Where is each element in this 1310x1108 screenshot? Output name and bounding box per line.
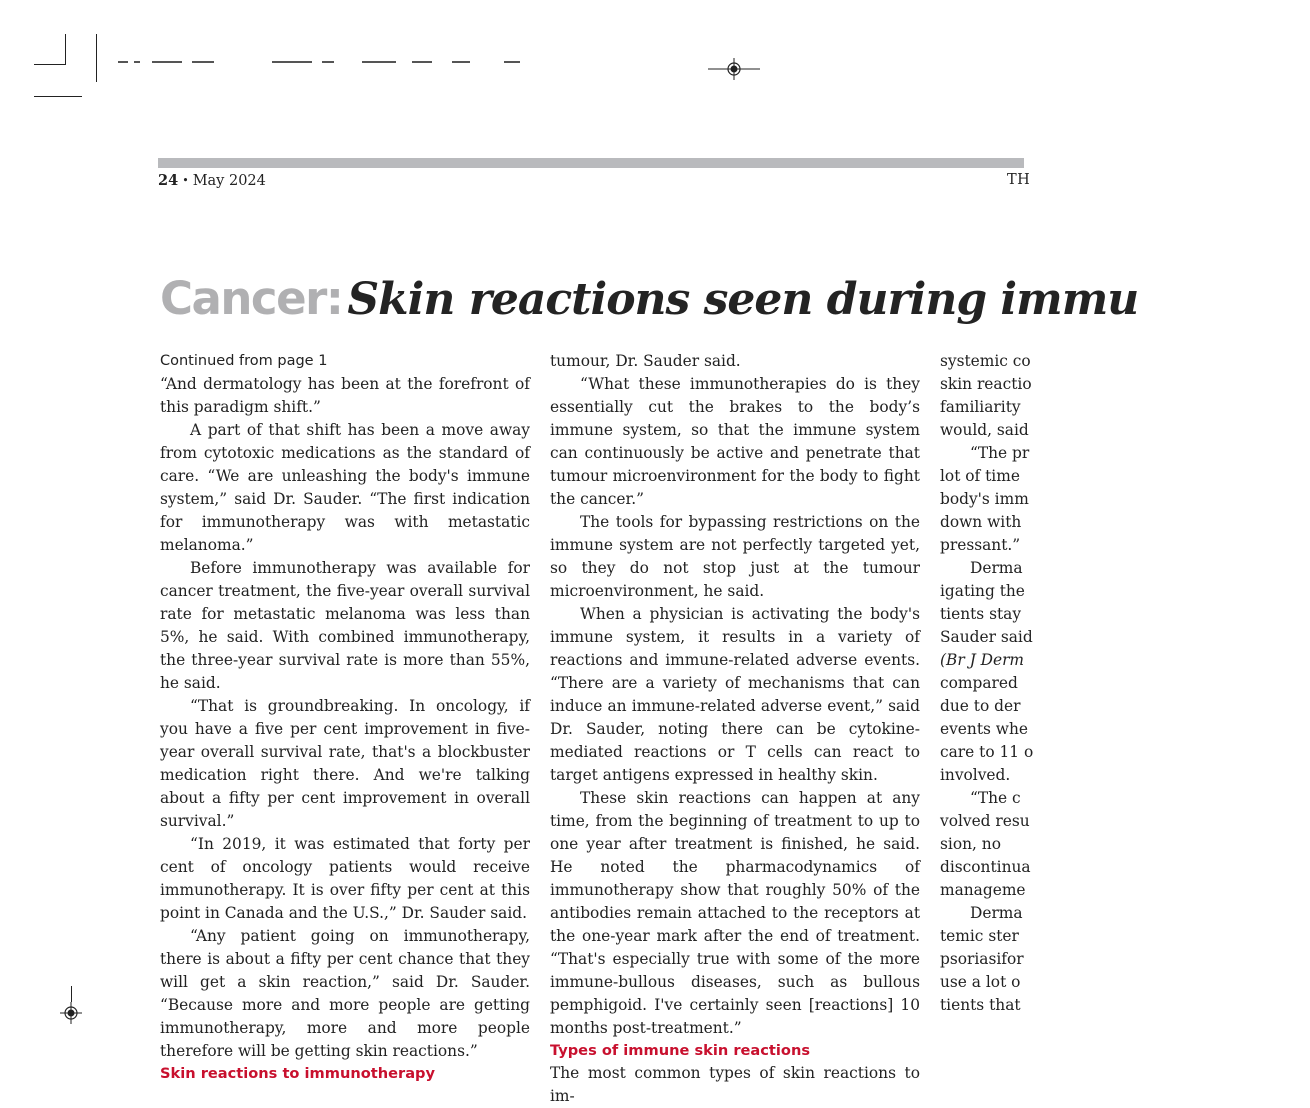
paragraph: “Any patient going on immunotherapy, there is about a fifty per cent chance that they will get a skin reaction,” said Dr. Sauder. “Because more and more people are getting immunotherapy, more and more people therefore will be getting skin reactions.”: [160, 927, 530, 1060]
text-line: discontinua: [940, 858, 1031, 876]
paragraph: Before immunotherapy was available for cancer treatment, the five-year overall survival rate for metastatic melanoma was less than 5%, he said. With combined immunotherapy, the three-year survival rate is more than 55%, he said.: [160, 559, 530, 692]
crop-mark-vertical: [96, 34, 97, 82]
text-line: events whe: [940, 720, 1028, 738]
text-line: involved.: [940, 766, 1011, 784]
text-line: down with: [940, 513, 1022, 531]
paragraph: These skin reactions can happen at any time, from the beginning of treatment to up to one year after treatment is finished, he said. He noted the pharmacodynamics of immunotherapy show that roughly 50% of the antibodies remain attached to the receptors at the one-year mark after the end of treatment. “That's especially true with some of the more immune-bullous diseases, such as bullous pemphigoid. I've certainly seen [reactions] 10 months post-treatment.”: [550, 789, 920, 1037]
paragraph: “What these immunotherapies do is they essentially cut the brakes to the body’s immune system, so that the immune system can continuously be active and penetrate that tumour microenvironment for the body to fight the cancer.”: [550, 375, 920, 508]
continued-line: Continued from page 1: [160, 353, 328, 369]
headline-title: Skin reactions seen during immu: [347, 274, 1139, 325]
text-line: pressant.”: [940, 536, 1021, 554]
text-line: psoriasifor: [940, 950, 1024, 968]
paragraph: “And dermatology has been at the forefront of this paradigm shift.”: [160, 375, 530, 416]
article-column-2: [550, 350, 920, 1108]
text-line: manageme: [940, 881, 1026, 899]
text-line: would, said: [940, 421, 1029, 439]
text-line: tients that: [940, 996, 1021, 1014]
paragraph: tumour, Dr. Sauder said.: [550, 352, 741, 370]
text-line: volved resu: [940, 812, 1030, 830]
crop-mark-vertical: [65, 34, 66, 65]
text-line: systemic co: [940, 352, 1031, 370]
registration-line-icon: [708, 68, 760, 70]
crop-mark-horizontal: [34, 64, 66, 65]
text-line: Sauder said: [940, 628, 1033, 646]
paragraph: “That is groundbreaking. In oncology, if you have a five per cent improvement in five-year overall survival rate, that's a blockbuster medication right there. And we're talking about a fifty per cent improvement in overall survival.”: [160, 697, 530, 830]
text-line: care to 11 o: [940, 743, 1034, 761]
crop-mark-horizontal: [34, 96, 82, 97]
headline: [160, 272, 1138, 325]
article-column-1: [160, 350, 530, 1085]
paragraph: When a physician is activating the body's immune system, it results in a variety of reactions and immune-related adverse events. “There are a variety of mechanisms that can induce an immune-related adverse event,” said Dr. Sauder, noting there can be cytokine-mediated reactions or T cells can react to target antigens expressed in healthy skin.: [550, 605, 920, 784]
text-line: skin reactio: [940, 375, 1032, 393]
text-line: sion, no: [940, 835, 1001, 853]
paragraph: The most common types of skin reactions to im-: [550, 1064, 920, 1105]
text-line: Derma: [970, 904, 1023, 922]
folio-separator: •: [182, 174, 189, 187]
registration-mark-icon: [60, 1002, 82, 1024]
text-line: igating the: [940, 582, 1025, 600]
text-line: (Br J Derm: [940, 651, 1025, 669]
text-line: temic ster: [940, 927, 1019, 945]
text-line: “The pr: [970, 444, 1030, 462]
text-line: lot of time: [940, 467, 1020, 485]
issue-date: May 2024: [192, 173, 266, 189]
page-number: 24: [158, 172, 179, 189]
text-line: body's imm: [940, 490, 1029, 508]
text-line: use a lot o: [940, 973, 1021, 991]
text-line: “The c: [970, 789, 1021, 807]
header-rule: [158, 158, 1024, 168]
paragraph: A part of that shift has been a move away from cytotoxic medications as the standard of care. “We are unleashing the body's immune system,” said Dr. Sauder. “The first indication for immunotherapy was with metastatic melanoma.”: [160, 421, 530, 554]
headline-kicker: Cancer:: [160, 272, 343, 325]
text-line: tients stay: [940, 605, 1022, 623]
crop-mark-vertical: [71, 986, 72, 1002]
paragraph: “In 2019, it was estimated that forty per cent of oncology patients would receive immunotherapy. It is over fifty per cent at this point in Canada and the U.S.,” Dr. Sauder said.: [160, 835, 530, 922]
publication-name: TH: [1007, 172, 1031, 188]
article-column-3: [940, 350, 1310, 1017]
printer-slug: [112, 56, 532, 70]
text-line: compared: [940, 674, 1018, 692]
text-line: familiarity: [940, 398, 1021, 416]
text-line: due to der: [940, 697, 1021, 715]
folio: [158, 172, 266, 189]
paragraph: The tools for bypassing restrictions on the immune system are not perfectly targeted yet, so they do not stop just at the tumour microenvironment, he said.: [550, 513, 920, 600]
text-line: Derma: [970, 559, 1023, 577]
subheading: Skin reactions to immunotherapy: [160, 1065, 436, 1082]
subheading: Types of immune skin reactions: [550, 1042, 811, 1059]
